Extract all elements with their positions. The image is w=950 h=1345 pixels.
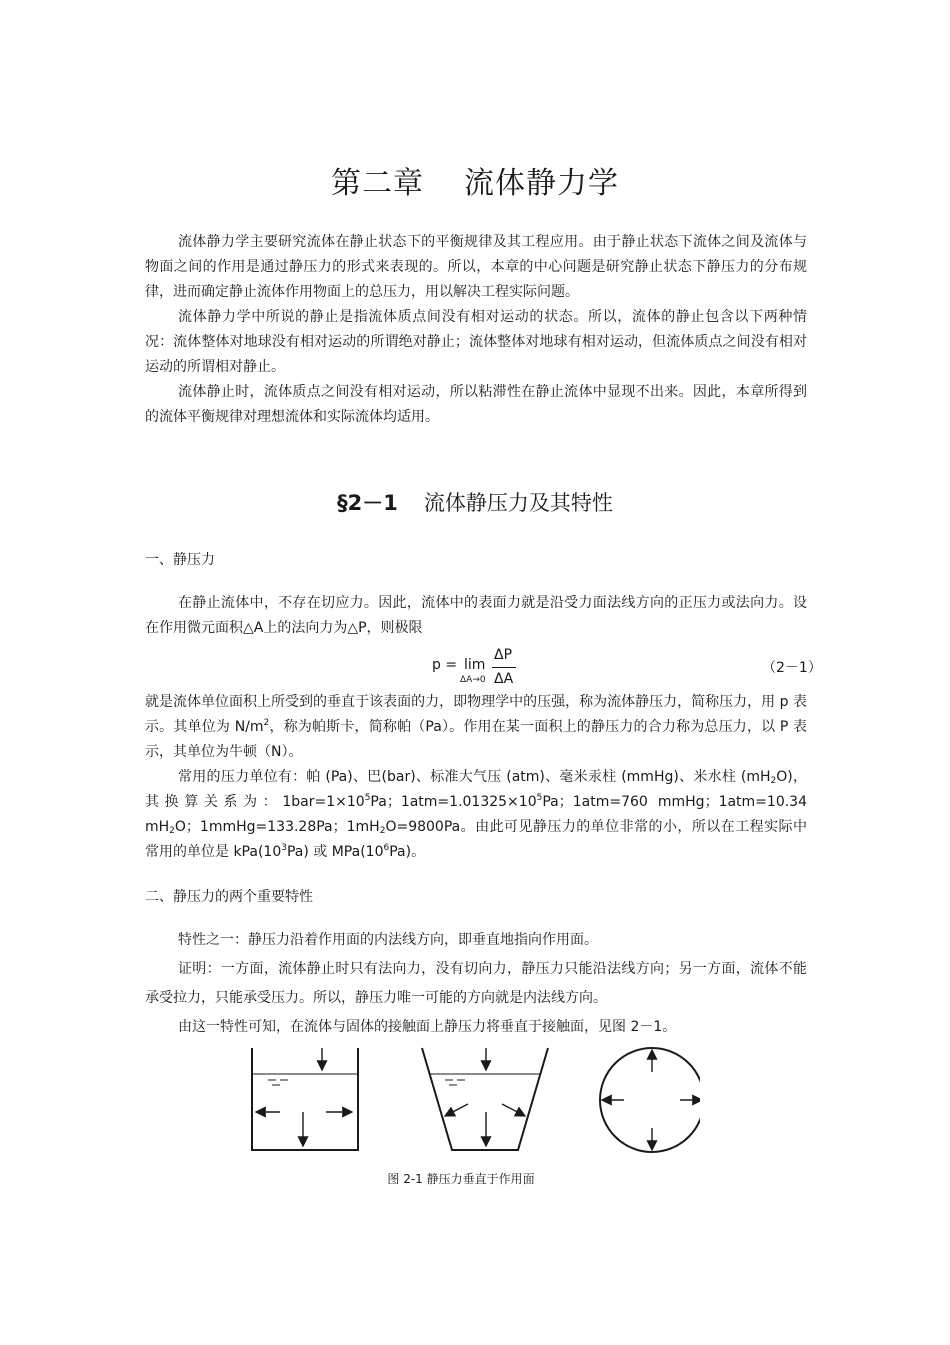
static-pressure-paragraph — [145, 591, 807, 641]
section-name: 流体静压力及其特性 — [423, 491, 613, 515]
formula-lim-subscript: ΔA→0 — [460, 675, 486, 685]
formula-numerator: ΔP — [494, 647, 513, 663]
subscript: 2 — [379, 826, 386, 836]
superscript: 5 — [536, 793, 543, 803]
text-run: 就是流体单位面积上所受到的垂直于该表面的力，即物理学中的压强，称为流体静压力，简称压力，用 p 表示。其单位为 N/m — [145, 694, 807, 735]
formula-fraction-bar — [492, 667, 516, 668]
formula-lhs: p = — [432, 657, 458, 673]
figure-2-1 — [240, 1042, 700, 1162]
text-run: Pa；1atm=760 mmHg；1atm=10.34 mH — [145, 794, 807, 835]
superscript: 6 — [383, 843, 390, 853]
subheading-static-pressure: 一、静压力 — [145, 552, 215, 568]
subheading-two-properties: 二、静压力的两个重要特性 — [145, 889, 313, 905]
subscript: 2 — [169, 826, 175, 836]
subscript: 2 — [770, 776, 777, 786]
formula-denominator: ΔA — [494, 671, 514, 687]
text-run: O；1mmHg=133.28Pa；1mH — [174, 819, 380, 835]
intro-paragraph-2: 流体静力学中所说的静止是指流体质点间没有相对运动的状态。所以，流体的静止包含以下两种情况：流体整体对地球没有相对运动的所谓绝对静止；流体整体对地球有相对运动，但流体质点之间没有相对运动的所谓相对静止。 — [145, 309, 807, 375]
property-one-text: 特性之一：静压力沿着作用面的内法线方向，即垂直地指向作用面。 — [178, 932, 598, 948]
section-title — [0, 487, 950, 517]
pressure-definition-paragraphs — [145, 690, 807, 865]
intro-paragraph-3: 流体静止时，流体质点之间没有相对运动，所以粘滞性在静止流体中显现不出来。因此，本章所得到的流体平衡规律对理想流体和实际流体均适用。 — [145, 384, 807, 425]
pressure-definition-text — [145, 690, 807, 765]
rectangular-vessel — [252, 1048, 358, 1150]
chapter-name: 流体静力学 — [464, 166, 619, 201]
text-run: Pa；1atm=1.01325×10 — [370, 794, 537, 810]
pressure-units-text — [145, 765, 807, 865]
formula-lim: lim — [464, 657, 486, 673]
conclusion-text: 由这一特性可知，在流体与固体的接触面上静压力将垂直于接触面，见图 2－1。 — [178, 1019, 677, 1035]
intro-paragraph-1: 流体静力学主要研究流体在静止状态下的平衡规律及其工程应用。由于静止状态下流体之间及流体与物面之间的作用是通过静压力的形式来表现的。所以，本章的中心问题是研究静止状态下静压力的分布规律，进而确定静止流体作用物面上的总压力，用以解决工程实际问题。 — [145, 234, 807, 300]
text-run: Pa) 或 MPa(10 — [286, 844, 384, 860]
text-run: ，称为帕斯卡，简称帕（Pa）。作用在某一面积上的静压力的合力称为总压力，以 P 表示，其单位为牛顿（N）。 — [145, 719, 808, 760]
text-run: O=9800Pa。由此可见静压力的单位非常的小，所以在工程实际中常用的单位是 kPa(10 — [145, 819, 807, 860]
properties-paragraphs — [145, 926, 807, 1042]
text-run: O)，其换算关系为：1bar=1×10 — [145, 769, 807, 810]
chapter-title — [0, 158, 950, 202]
intro-paragraphs — [145, 230, 807, 430]
static-pressure-text: 在静止流体中，不存在切应力。因此，流体中的表面力就是沿受力面法线方向的正压力或法向力。设在作用微元面积△A上的法向力为△P，则极限 — [145, 595, 807, 636]
superscript: 3 — [281, 843, 287, 853]
figure-caption: 图 2-1 静压力垂直于作用面 — [387, 1172, 535, 1186]
text-run: Pa)。 — [389, 844, 426, 860]
equation-number: （2－1） — [762, 660, 822, 676]
chapter-number: 第二章 — [331, 166, 424, 201]
trapezoid-vessel — [422, 1048, 548, 1150]
pressure-diagram — [240, 1042, 700, 1162]
section-number: §2－1 — [337, 491, 398, 515]
circular-vessel — [600, 1048, 700, 1152]
proof-text: 证明：一方面，流体静止时只有法向力，没有切向力，静压力只能沿法线方向；另一方面，流体不能承受拉力，只能承受压力。所以，静压力唯一可能的方向就是内法线方向。 — [145, 961, 807, 1006]
superscript: 2 — [263, 718, 270, 728]
text-run: 常用的压力单位有：帕 (Pa)、巴(bar)、标准大气压 (atm)、毫米汞柱 (mmHg)、米水柱 (mH — [178, 769, 771, 785]
superscript: 5 — [364, 793, 371, 803]
